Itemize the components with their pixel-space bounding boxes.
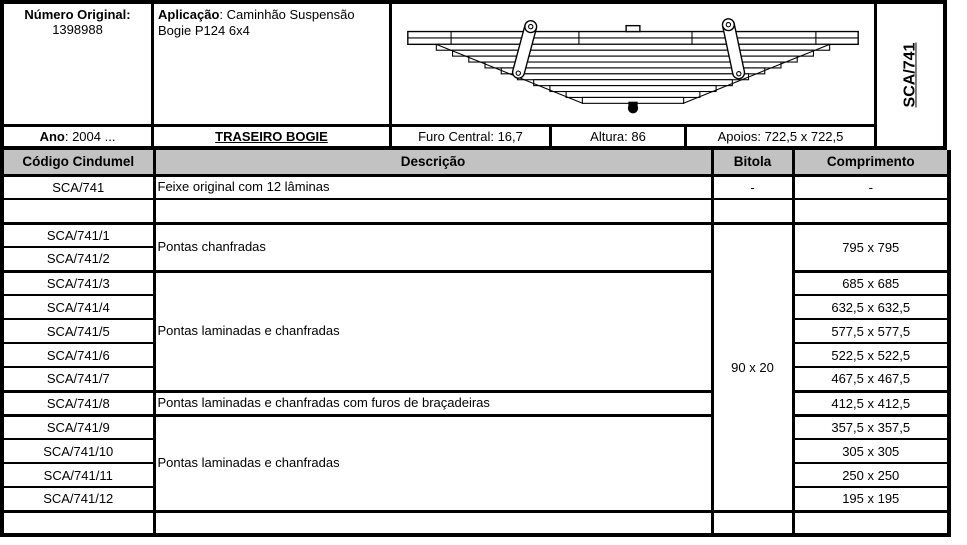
code-cell: SCA/741/1	[2, 223, 154, 247]
code-cell: SCA/741	[2, 175, 154, 199]
comprimento-cell: 467,5 x 467,5	[793, 367, 949, 391]
table-row	[2, 415, 949, 439]
leaf-spring-drawing	[392, 5, 874, 123]
code-cell: SCA/741/2	[2, 247, 154, 271]
comprimento-cell: 305 x 305	[793, 439, 949, 463]
comprimento-cell: 522,5 x 522,5	[793, 343, 949, 367]
comprimento-cell	[793, 199, 949, 223]
comprimento-cell: 195 x 195	[793, 487, 949, 511]
comprimento-cell: 577,5 x 577,5	[793, 319, 949, 343]
table-header-row	[2, 150, 949, 175]
header-codigo: Código Cindumel	[2, 150, 154, 175]
description-cell: Feixe original com 12 lâminas	[154, 175, 712, 199]
furo-central-value: Furo Central: 16,7	[418, 129, 523, 144]
code-cell: SCA/741/5	[2, 319, 154, 343]
description-cell: Pontas laminadas e chanfradas	[154, 271, 712, 391]
aplicacao-cell	[154, 4, 389, 124]
table-row	[2, 223, 949, 247]
ano-label: Ano	[39, 129, 65, 144]
code-cell: SCA/741/10	[2, 439, 154, 463]
code-cell: SCA/741/11	[2, 463, 154, 487]
comprimento-cell: 795 x 795	[793, 223, 949, 271]
apoios-value: Apoios: 722,5 x 722,5	[717, 129, 844, 144]
description-cell: Pontas chanfradas	[154, 223, 712, 271]
comprimento-cell: 685 x 685	[793, 271, 949, 295]
table-row-empty	[2, 511, 949, 535]
comprimento-cell: 412,5 x 412,5	[793, 391, 949, 415]
code-cell: SCA/741/3	[2, 271, 154, 295]
altura-cell	[552, 127, 684, 146]
model-code-vertical: SCA/741	[900, 42, 918, 108]
furo-central-cell	[392, 127, 549, 146]
position-title: TRASEIRO BOGIE	[215, 129, 328, 144]
code-cell	[2, 199, 154, 223]
description-cell	[154, 199, 712, 223]
ano-value: : 2004 ...	[64, 129, 116, 144]
description-cell: Pontas laminadas e chanfradas	[154, 415, 712, 511]
model-code-cell	[877, 4, 943, 146]
bitola-cell	[712, 199, 793, 223]
code-cell: SCA/741/4	[2, 295, 154, 319]
code-cell: SCA/741/12	[2, 487, 154, 511]
drawing-cell	[392, 4, 874, 124]
table-row	[2, 271, 949, 295]
comprimento-cell: 250 x 250	[793, 463, 949, 487]
aplicacao-label: Aplicação	[158, 7, 220, 22]
table-row-empty	[2, 199, 949, 223]
header-descricao: Descrição	[154, 150, 712, 175]
info-section	[0, 0, 947, 150]
code-cell: SCA/741/9	[2, 415, 154, 439]
numero-original-value: 1398988	[52, 22, 103, 37]
ano-cell	[4, 127, 151, 146]
code-cell	[2, 511, 154, 535]
parts-table	[0, 150, 951, 537]
numero-original-cell	[4, 4, 151, 124]
description-cell: Pontas laminadas e chanfradas com furos de braçadeiras	[154, 391, 712, 415]
comprimento-cell: 357,5 x 357,5	[793, 415, 949, 439]
bitola-cell: -	[712, 175, 793, 199]
comprimento-cell: -	[793, 175, 949, 199]
apoios-cell	[687, 127, 874, 146]
code-cell: SCA/741/6	[2, 343, 154, 367]
bitola-cell: 90 x 20	[712, 223, 793, 511]
header-bitola: Bitola	[712, 150, 793, 175]
code-cell: SCA/741/8	[2, 391, 154, 415]
description-cell	[154, 511, 712, 535]
bitola-cell	[712, 511, 793, 535]
code-cell: SCA/741/7	[2, 367, 154, 391]
numero-original-label: Número Original:	[24, 7, 131, 22]
table-row	[2, 391, 949, 415]
header-comprimento: Comprimento	[793, 150, 949, 175]
comprimento-cell: 632,5 x 632,5	[793, 295, 949, 319]
altura-value: Altura: 86	[590, 129, 646, 144]
aplicacao-value: : Caminhão Suspensão Bogie P124 6x4	[158, 7, 355, 39]
table-row	[2, 175, 949, 199]
comprimento-cell	[793, 511, 949, 535]
position-cell	[154, 127, 389, 146]
